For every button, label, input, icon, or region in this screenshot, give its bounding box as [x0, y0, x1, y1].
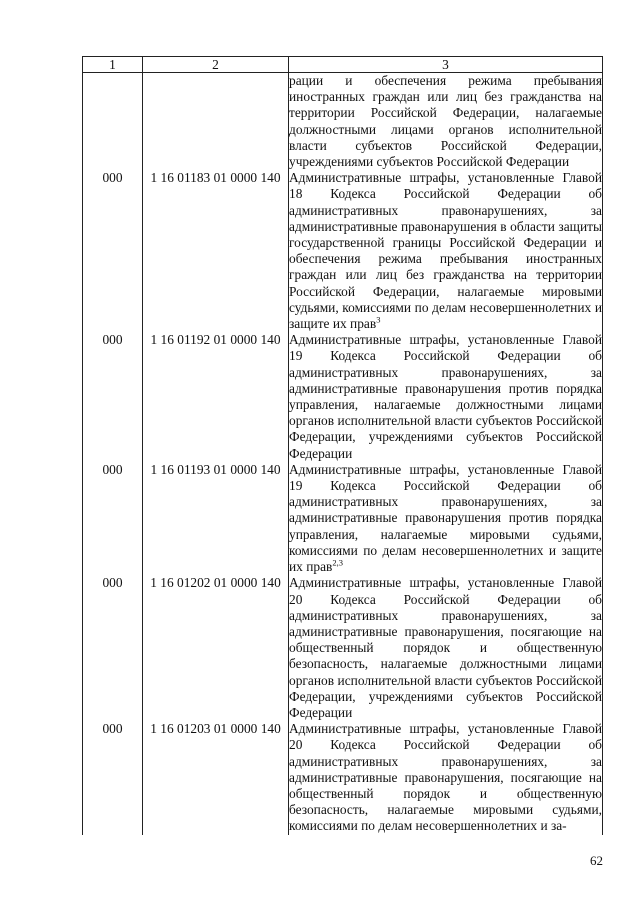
- footnote-ref: 2,3: [332, 557, 343, 568]
- row-description: Административные штрафы, установленные Главой 18 Кодекса Российской Федерации об административных правонарушениях, за административные правонарушения в области защиты государственной границы Российской Федерации и обеспечения режима пребывания иностранных граждан или лиц без гражданства на территории Российской Федерации, налагаемые мировыми судьями, комиссиями по делам несовершеннолетних и защите их прав$^3$: [289, 170, 602, 332]
- page-number: 62: [590, 853, 603, 868]
- budget-code: 1 16 01183 01 0000 140: [143, 170, 289, 332]
- budget-code: 1 16 01202 01 0000 140: [143, 575, 289, 721]
- footnote-ref: 3: [376, 314, 381, 325]
- row-description: Административные штрафы, установленные Главой 19 Кодекса Российской Федерации об административных правонарушениях, за административные правонарушения против порядка управления, налагаемые мировыми судьями, комиссиями по делам несовершеннолетних и защите их прав$^{2,3}$: [289, 461, 602, 575]
- header-row: [83, 57, 603, 73]
- admin-code: 000: [83, 575, 143, 721]
- admin-code: 000: [83, 721, 143, 834]
- header-col-3: 3: [289, 57, 603, 73]
- table-row: [83, 462, 603, 575]
- row-description: Административные штрафы, установленные Главой 19 Кодекса Российской Федерации об административных правонарушениях, за административные правонарушения против порядка управления, налагаемые должностными лицами органов исполнительной власти субъектов Российской Федерации, учреждениями субъектов Российской Федерации: [289, 332, 602, 461]
- budget-code: 1 16 01193 01 0000 140: [143, 462, 289, 575]
- row-description: Административные штрафы, установленные Главой 20 Кодекса Российской Федерации об административных правонарушениях, за административные правонарушения, посягающие на общественный порядок и общественную безопасность, налагаемые мировыми судьями, комиссиями по делам несовершеннолетних и за-: [289, 721, 602, 834]
- admin-code: 000: [83, 462, 143, 575]
- continuation-text: рации и обеспечения режима пребывания иностранных граждан или лиц без гражданства на территории Российской Федерации, налагаемые должностными лицами органов исполнительной власти субъектов Российской Федерации, учреждениями субъектов Российской Федерации: [289, 73, 602, 170]
- continuation-row: [83, 73, 603, 171]
- admin-code: 000: [83, 170, 143, 332]
- revenue-codes-table: [82, 56, 603, 835]
- budget-code: 1 16 01192 01 0000 140: [143, 332, 289, 462]
- table-row: [83, 332, 603, 462]
- admin-code: 000: [83, 332, 143, 462]
- table-row: [83, 575, 603, 721]
- table-row: [83, 721, 603, 834]
- header-col-1: 1: [83, 57, 143, 73]
- budget-code: 1 16 01203 01 0000 140: [143, 721, 289, 834]
- table-row: [83, 170, 603, 332]
- row-description: Административные штрафы, установленные Главой 20 Кодекса Российской Федерации об административных правонарушениях, за административные правонарушения, посягающие на общественный порядок и общественную безопасность, налагаемые должностными лицами органов исполнительной власти субъектов Российской Федерации, учреждениями субъектов Российской Федерации: [289, 575, 602, 720]
- header-col-2: 2: [143, 57, 289, 73]
